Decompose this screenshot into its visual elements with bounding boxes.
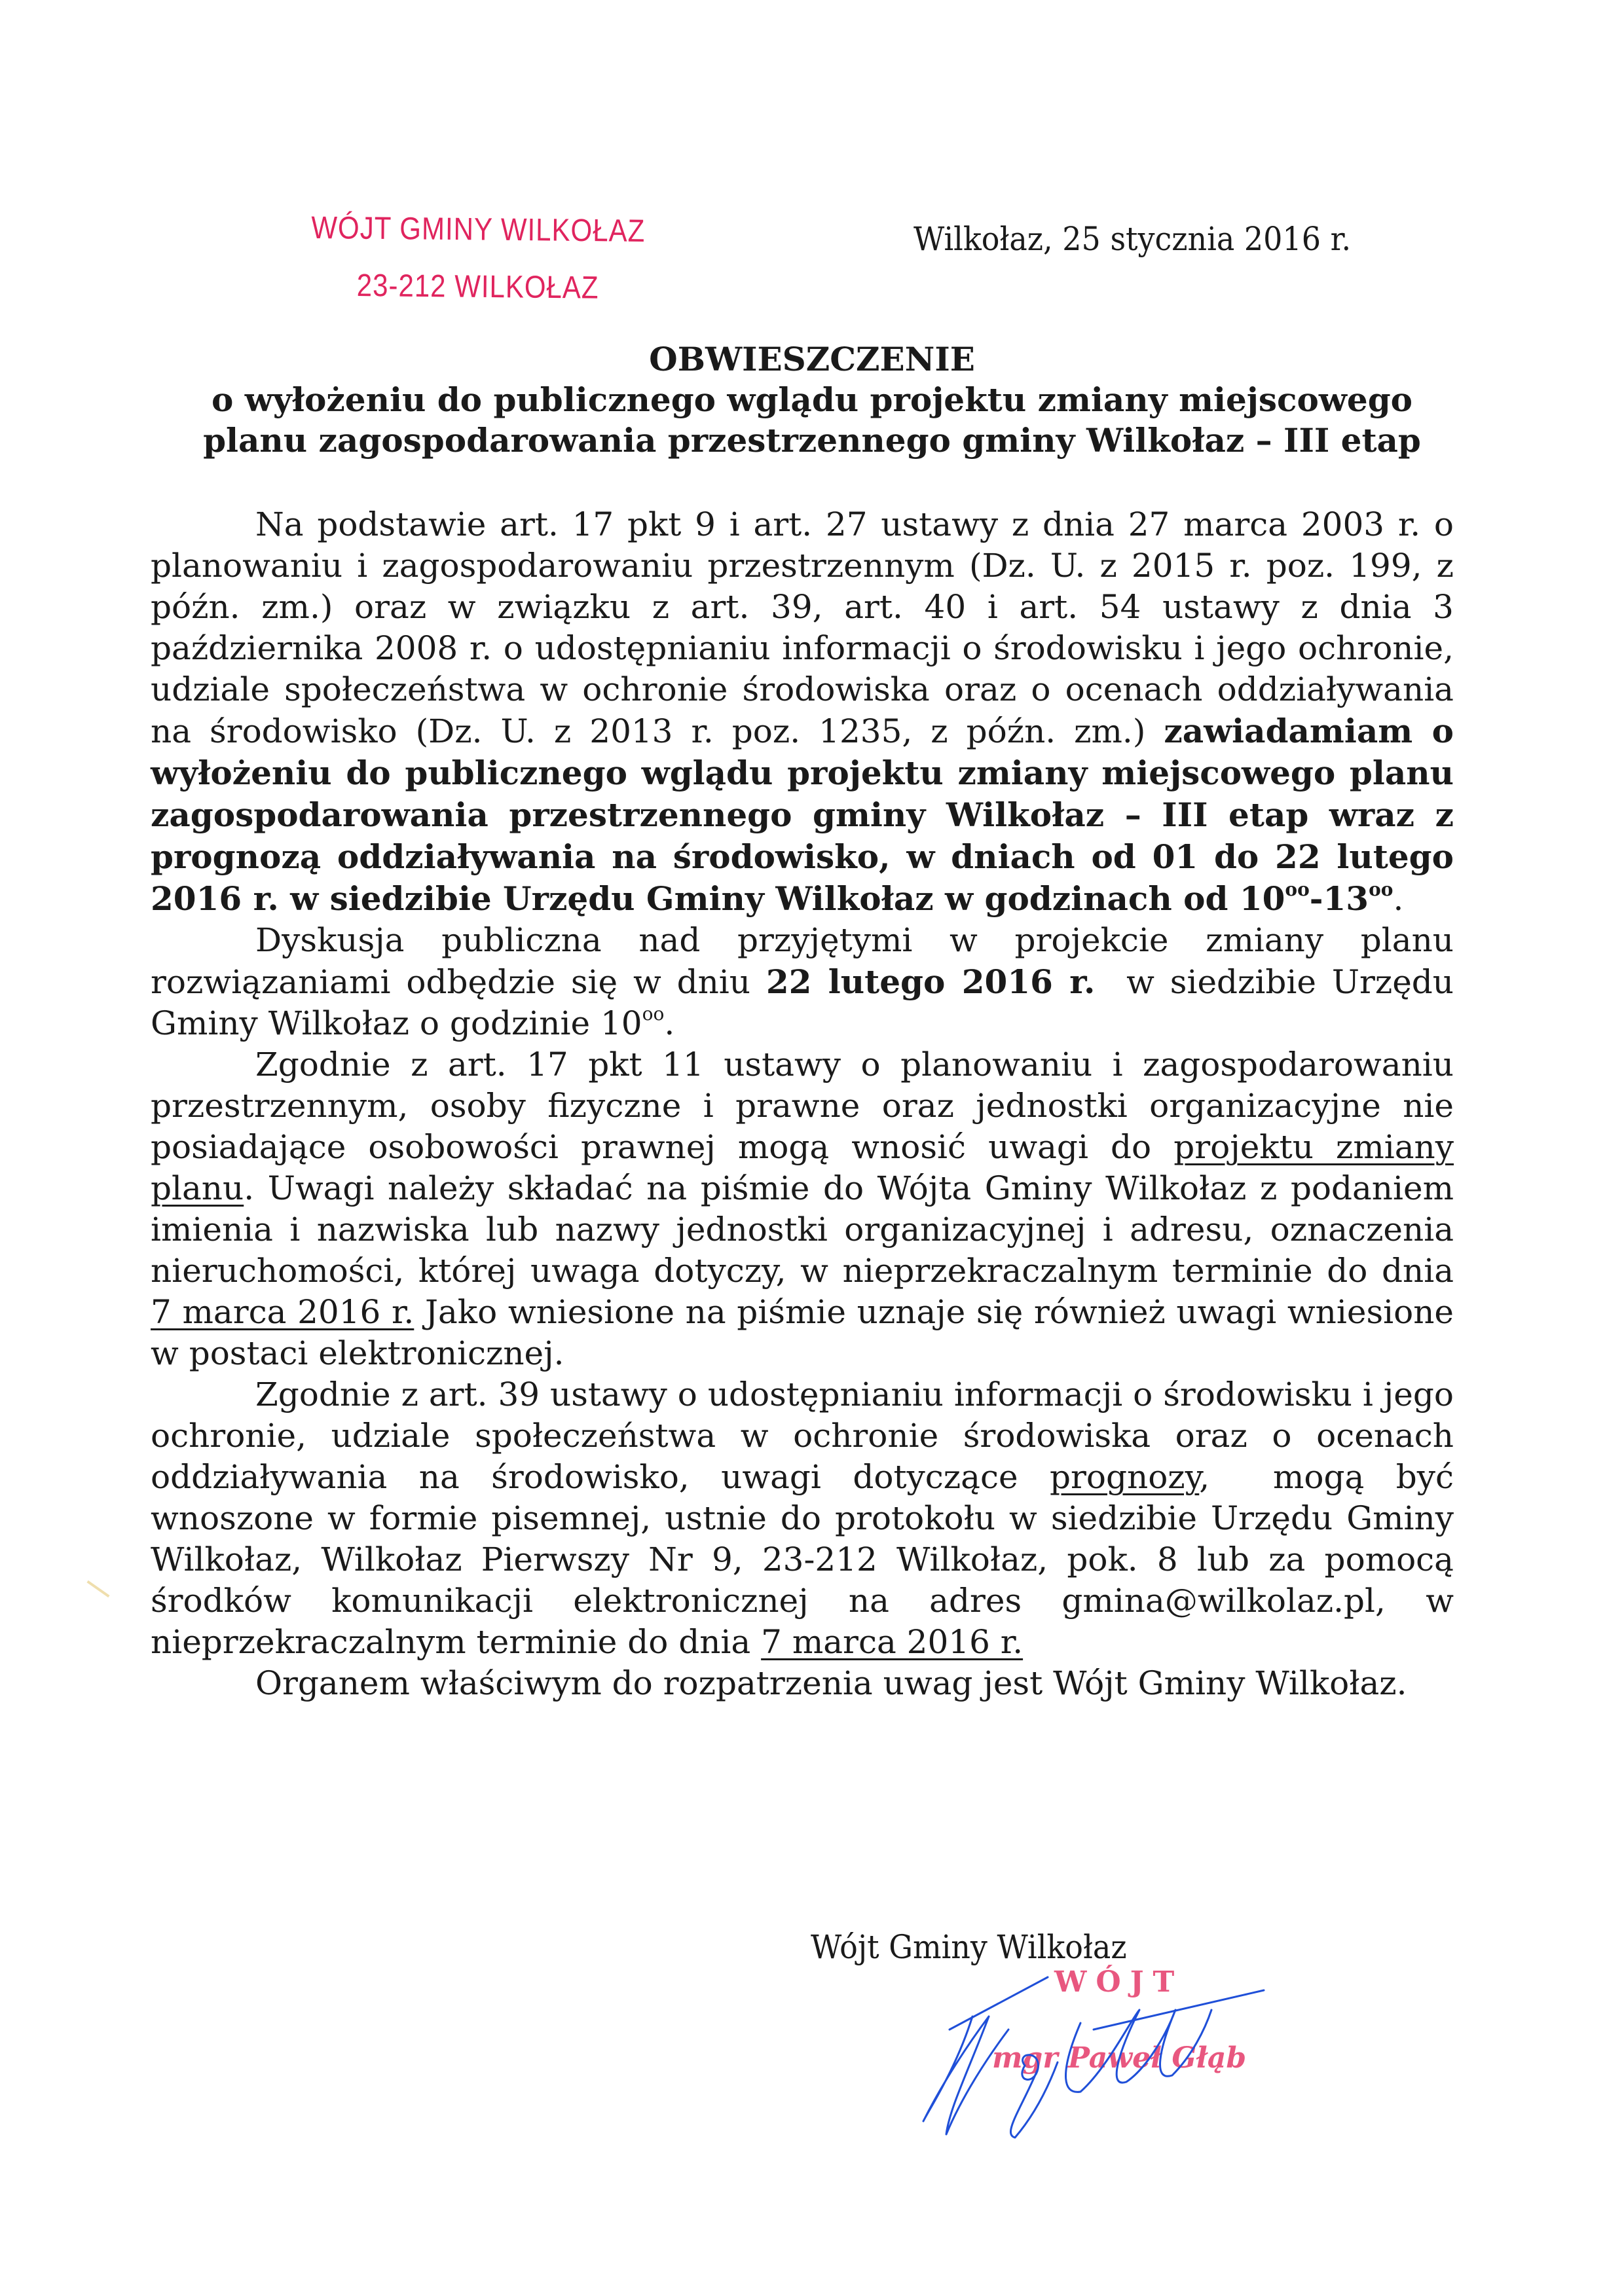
paragraph-comments-forecast	[151, 1374, 1464, 1663]
office-stamp	[274, 198, 681, 317]
signature-stamp-name: mgr Paweł Głąb	[992, 2041, 1247, 2075]
discussion-date: 22 lutego 2016 r.	[766, 962, 1096, 1001]
hour-superscript: oo	[1369, 879, 1393, 900]
office-stamp-line2: 23-212 WILKOŁAZ	[356, 267, 599, 306]
legal-basis-text: Na podstawie art. 17 pkt 9 i art. 27 ustawy z dnia 27 marca 2003 r. o planowaniu i zagospodarowaniu przestrzennym (Dz. U. z 2015 r. poz. 199, z późn. zm.) oraz w związku z art. 39, art. 40 i art. 54 ustawy z dnia 3 października 2008 r. o udostępnianiu informacji o środowisku i jego ochronie, udziale społeczeństwa w ochronie środowiska oraz o ocenach oddziaływania na środowisko (Dz. U. z 2013 r. poz. 1235, z późn. zm.)	[151, 505, 1454, 750]
subtitle-line-2: planu zagospodarowania przestrzennego gminy Wilkołaz – III etap	[203, 421, 1421, 460]
electronic-submission-text: Jako wniesione na piśmie uznaje się również uwagi wniesione w postaci elektronicznej.	[151, 1293, 1454, 1372]
discussion-place-text: w siedzibie Urzędu Gminy Wilkołaz o godzinie 10	[151, 963, 1464, 1042]
signature-stroke	[1010, 2055, 1058, 2138]
deadline-text: , w nieprzekraczalnym terminie do dnia	[151, 1582, 1454, 1661]
document-subtitle	[190, 380, 1434, 461]
signature-stroke	[923, 2016, 1008, 2134]
discussion-text: Dyskusja publiczna nad przyjętymi w projekcie zmiany planu rozwiązaniami odbędzie się w dniu	[151, 921, 1454, 1001]
deadline-date: 7 marca 2016 r.	[151, 1293, 415, 1331]
signature-stroke	[1094, 1990, 1264, 2030]
deadline-date: 7 marca 2016 r.	[761, 1623, 1024, 1661]
place-and-date: Wilkołaz, 25 stycznia 2016 r.	[913, 220, 1352, 258]
paragraph-comments-plan	[151, 1044, 1454, 1374]
document-body	[151, 504, 1464, 1704]
underlined-forecast: prognozy	[1049, 1458, 1200, 1496]
signature-stroke	[1066, 2010, 1212, 2092]
signatory-title: Wójt Gminy Wilkołaz	[811, 1928, 1127, 1966]
handwritten-signature-icon	[884, 1938, 1342, 2147]
submission-methods-text: , mogą być wnoszone w formie pisemnej, ustnie do protokołu w siedzibie Urzędu Gminy Wilkołaz, Wilkołaz Pierwszy Nr 9, 23-212 Wilkołaz, pok. 8 lub za pomocą środków komunikacji elektronicznej na adres	[151, 1458, 1464, 1620]
signature-stroke	[950, 1977, 1048, 2030]
scan-artifact	[86, 1580, 109, 1597]
sentence-end: .	[664, 1004, 675, 1042]
hour-range-end: -13	[1309, 879, 1369, 918]
paragraph-public-discussion	[151, 920, 1464, 1044]
hour-superscript: oo	[642, 1003, 665, 1025]
underlined-project-plan: projektu zmiany planu	[151, 1128, 1454, 1207]
email-address[interactable]: gmina@wilkolaz.pl	[1061, 1582, 1376, 1620]
comments-text: Zgodnie z art. 17 pkt 11 ustawy o planowaniu i zagospodarowaniu przestrzennym, osoby fizyczne i prawne oraz jednostki organizacyjne nie posiadające osobowości prawnej mogą wnosić uwagi do	[151, 1046, 1454, 1166]
paragraph-competent-authority: Organem właściwym do rozpatrzenia uwag jest Wójt Gminy Wilkołaz.	[255, 1664, 1407, 1702]
document-title: OBWIESZCZENIE	[649, 340, 975, 378]
comments-requirements-text: . Uwagi należy składać na piśmie do Wójta Gminy Wilkołaz z podaniem imienia i nazwiska lub nazwy jednostki organizacyjnej i adresu, oznaczenia nieruchomości, której uwaga dotyczy, w nieprzekraczalnym terminie do dnia	[151, 1169, 1454, 1290]
forecast-comments-text: Zgodnie z art. 39 ustawy o udostępnianiu informacji o środowisku i jego ochronie, udziale społeczeństwa w ochronie środowiska oraz o ocenach oddziaływania na środowisko, uwagi dotyczące	[151, 1376, 1454, 1496]
paragraph-legal-basis	[151, 504, 1454, 920]
sentence-end: .	[1393, 880, 1404, 918]
hour-superscript: oo	[1285, 879, 1310, 900]
office-stamp-line1: WÓJT GMINY WILKOŁAZ	[311, 210, 646, 249]
announcement-bold-text: zawiadamiam o wyłożeniu do publicznego wglądu projektu zmiany miejscowego planu zagospodarowania przestrzennego gminy Wilkołaz – III etap wraz z prognozą oddziaływania na środowisko, w dniach od 01 do 22 lutego 2016 r. w siedzibie Urzędu Gminy Wilkołaz w godzinach od 10	[151, 712, 1454, 918]
subtitle-line-1: o wyłożeniu do publicznego wglądu projektu zmiany miejscowego	[211, 380, 1413, 419]
signature-stamp-role: WÓJT	[1054, 1965, 1184, 1999]
